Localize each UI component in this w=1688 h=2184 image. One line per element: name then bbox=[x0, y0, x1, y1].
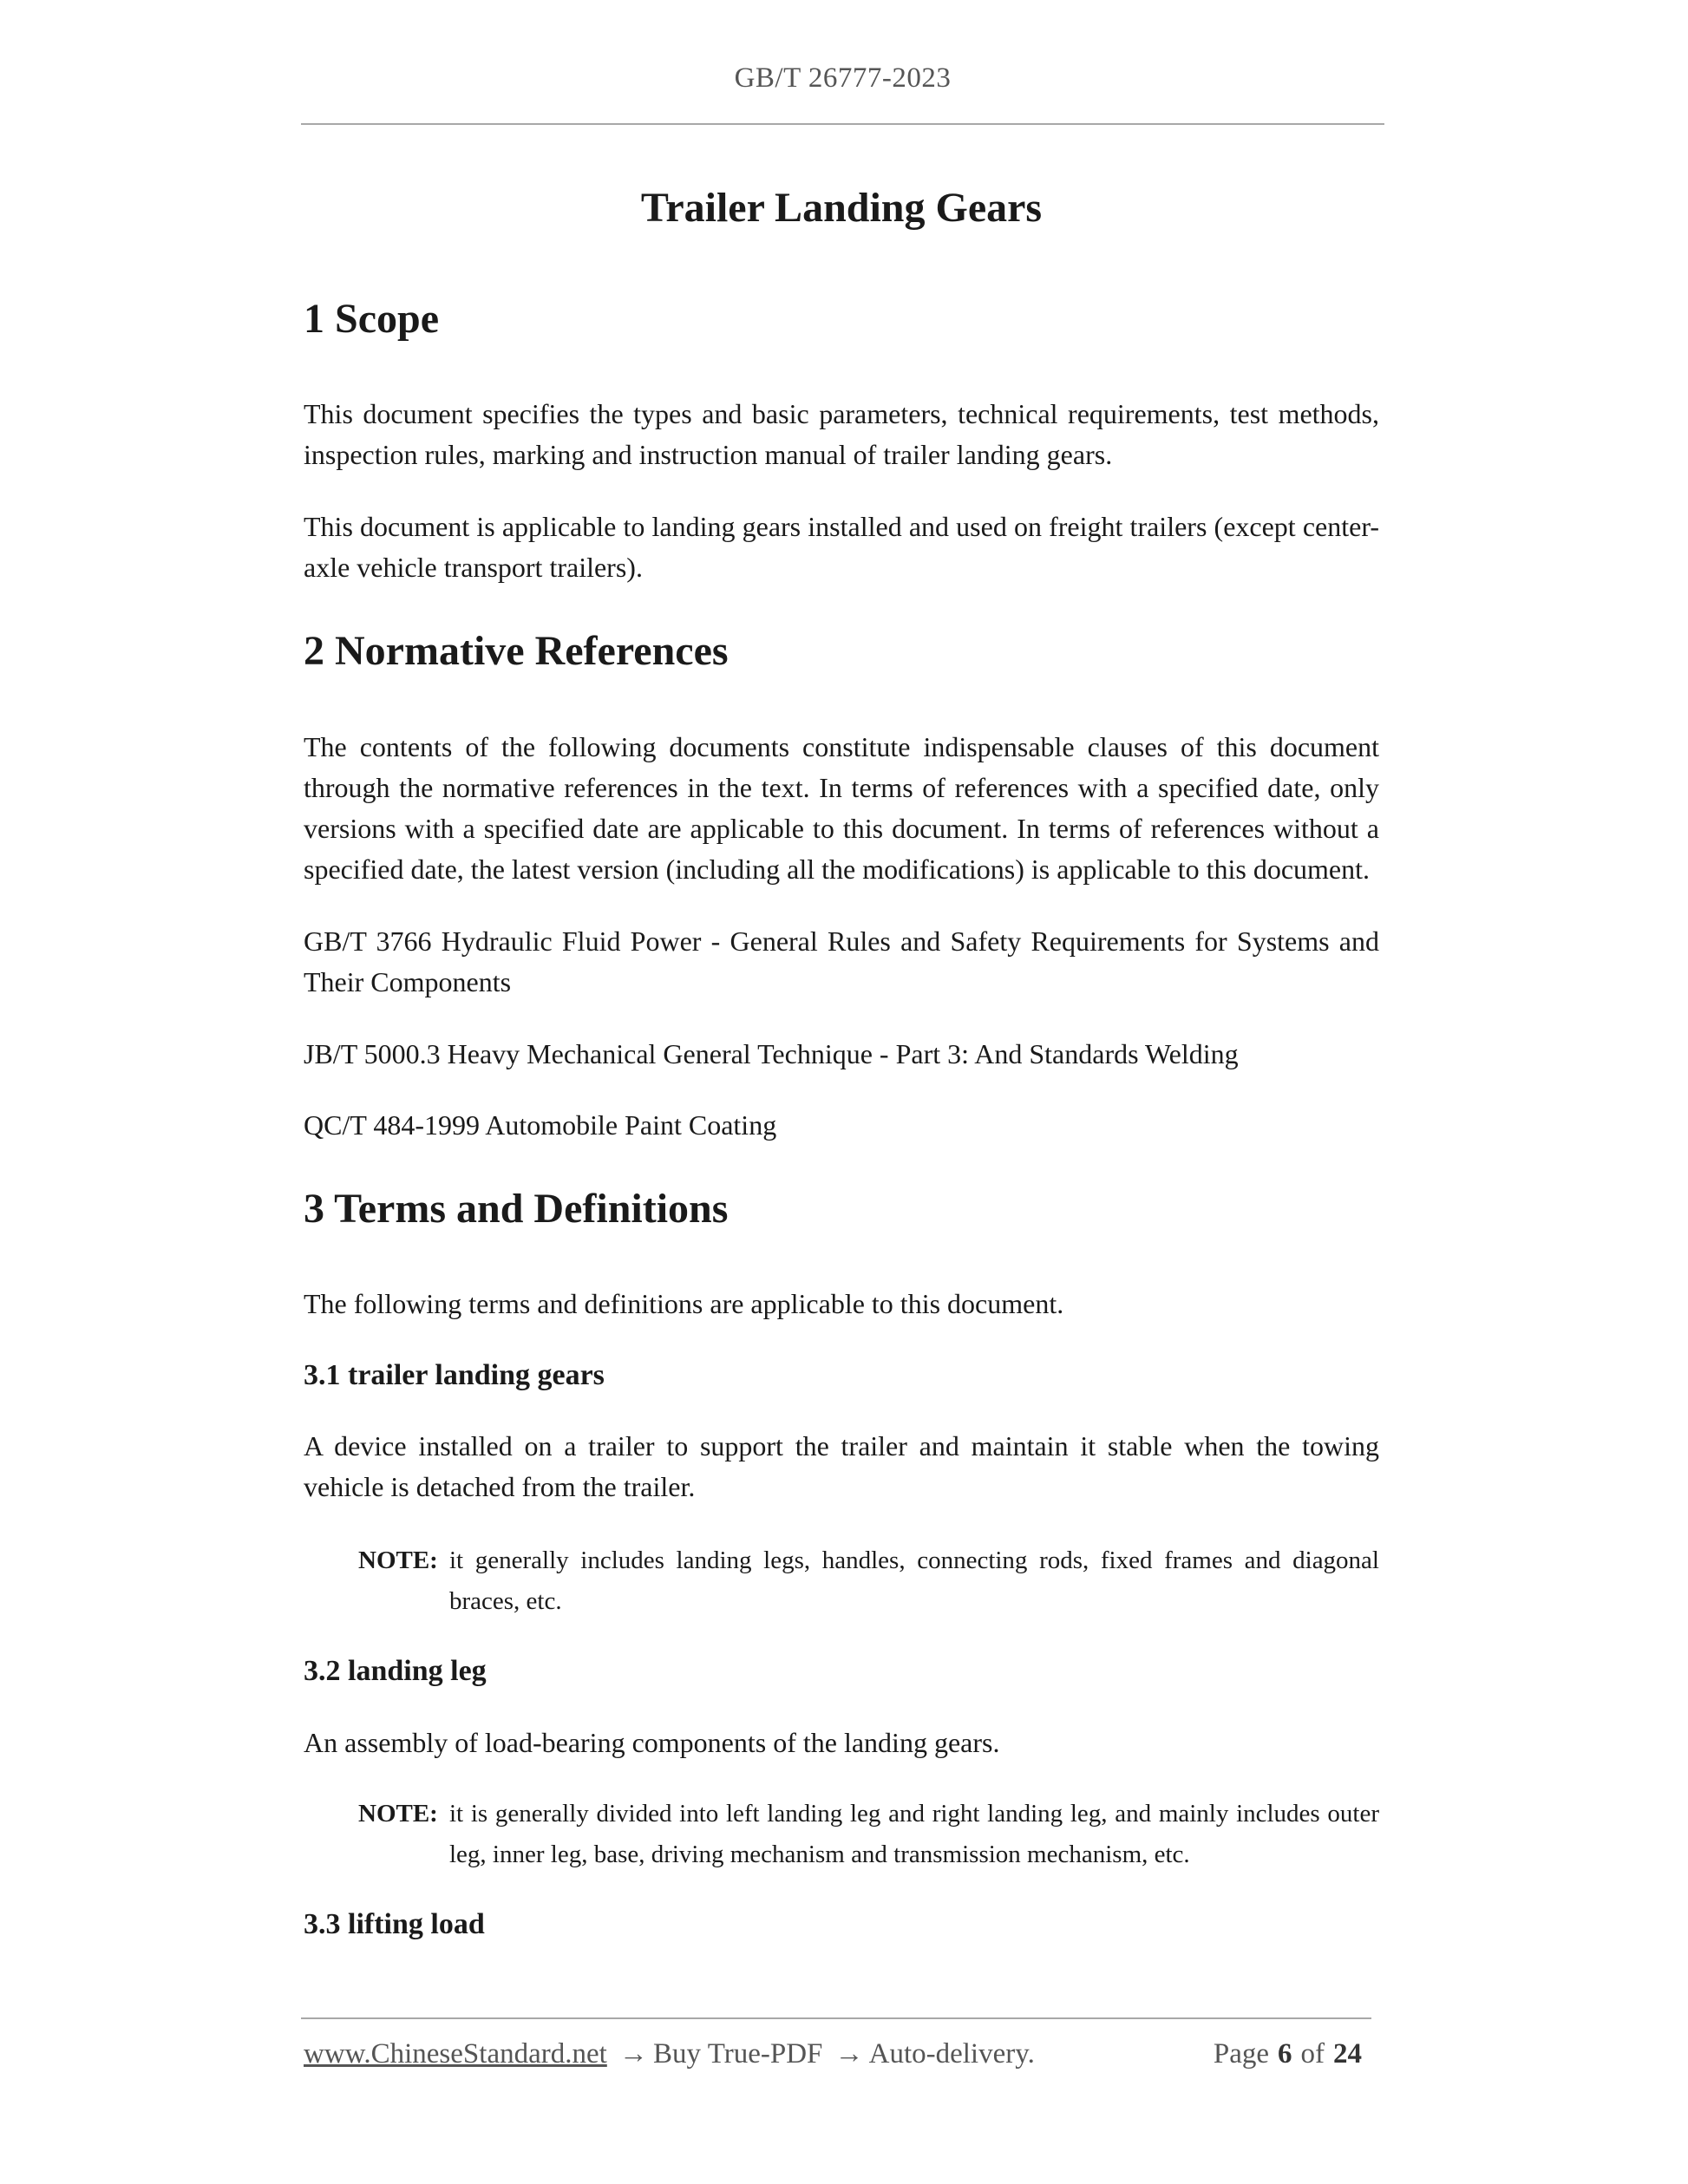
term-definition-3-2: An assembly of load-bearing components of the landing gears. bbox=[304, 1727, 1000, 1758]
scope-paragraph-1: This document specifies the types and basic parameters, technical requirements, test methods, inspection rules, marking and instruction manual of trailer landing gears. bbox=[304, 398, 1379, 470]
site-link[interactable]: www.ChineseStandard.net bbox=[304, 2038, 607, 2070]
section-heading-terms-definitions: 3 Terms and Definitions bbox=[304, 1186, 729, 1232]
normative-references-paragraph: The contents of the following documents constitute indispensable clauses of this document through the normative references in the text. In terms of references with a specified date, only versions with a specified date are applicable to this document. In terms of references without a specified date, the latest version (including all the modifications) is applicable to this document. bbox=[304, 731, 1379, 885]
buy-text: Buy True-PDF bbox=[653, 2038, 823, 2070]
page-header-standard-code: GB/T 26777-2023 bbox=[734, 62, 952, 94]
page-label: Page bbox=[1213, 2038, 1269, 2070]
scope-paragraph-2: This document is applicable to landing gears installed and used on freight trailers (except center-axle vehicle transport trailers). bbox=[304, 511, 1379, 583]
delivery-text: Auto-delivery. bbox=[868, 2038, 1035, 2070]
terms-intro-paragraph: The following terms and definitions are applicable to this document. bbox=[304, 1288, 1064, 1319]
note-text: it generally includes landing legs, handles, connecting rods, fixed frames and diagonal braces, etc. bbox=[449, 1546, 1379, 1615]
arrow-right-icon: → bbox=[619, 2038, 649, 2070]
note-label: NOTE: bbox=[358, 1800, 438, 1828]
reference-item: QC/T 484-1999 Automobile Paint Coating bbox=[304, 1109, 777, 1141]
term-heading-3-3: 3.3 lifting load bbox=[304, 1908, 485, 1940]
reference-item: GB/T 3766 Hydraulic Fluid Power - General Rules and Safety Requirements for Systems and Their Components bbox=[304, 925, 1379, 997]
term-note-3-1 bbox=[358, 1540, 1379, 1622]
page-of: of bbox=[1300, 2038, 1325, 2070]
page-total: 24 bbox=[1333, 2038, 1362, 2070]
section-heading-scope: 1 Scope bbox=[304, 296, 439, 342]
page-indicator bbox=[1214, 2038, 1371, 2070]
term-heading-3-1: 3.1 trailer landing gears bbox=[304, 1359, 605, 1391]
arrow-right-icon: → bbox=[834, 2038, 864, 2070]
footer-divider bbox=[301, 2017, 1371, 2019]
section-heading-normative-references: 2 Normative References bbox=[304, 628, 729, 674]
page-current: 6 bbox=[1278, 2038, 1292, 2070]
reference-item: JB/T 5000.3 Heavy Mechanical General Technique - Part 3: And Standards Welding bbox=[304, 1038, 1239, 1069]
footer-promo bbox=[304, 2038, 1035, 2070]
note-label: NOTE: bbox=[358, 1546, 438, 1574]
note-text: it is generally divided into left landing leg and right landing leg, and mainly includes outer leg, inner leg, base, driving mechanism and transmission mechanism, etc. bbox=[449, 1800, 1379, 1868]
page-footer bbox=[304, 2038, 1371, 2070]
term-definition-3-1: A device installed on a trailer to support the trailer and maintain it stable when the towing vehicle is detached from the trailer. bbox=[304, 1430, 1379, 1502]
term-heading-3-2: 3.2 landing leg bbox=[304, 1655, 487, 1687]
term-note-3-2 bbox=[358, 1794, 1379, 1875]
header-divider bbox=[301, 123, 1384, 125]
document-title: Trailer Landing Gears bbox=[640, 185, 1043, 231]
